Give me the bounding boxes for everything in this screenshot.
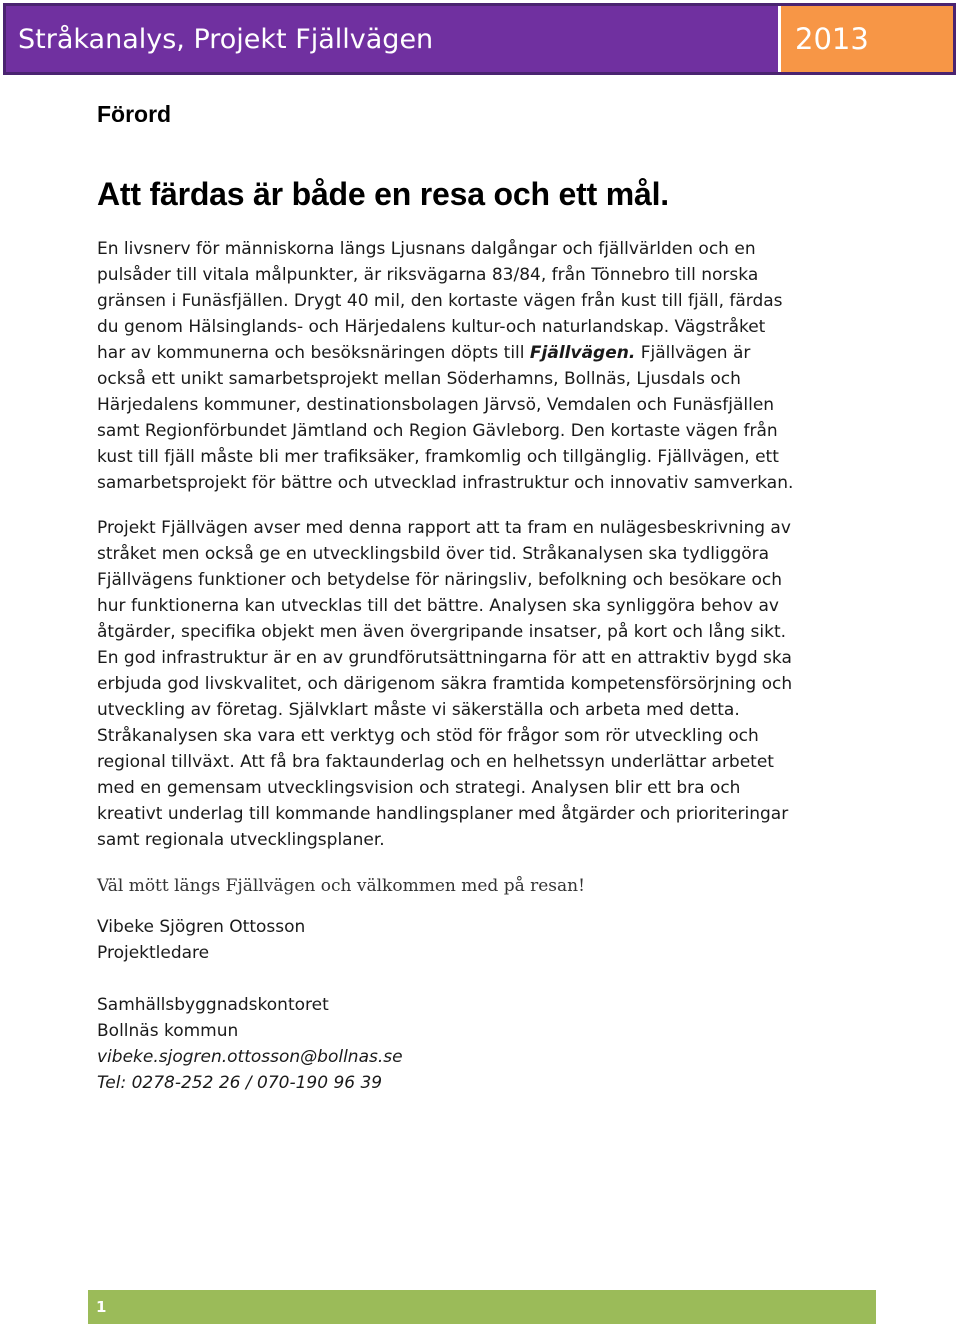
- text-line: samt Regionförbundet Jämtland och Region Gävleborg. Den kortaste vägen från: [97, 421, 778, 441]
- document-year: 2013: [781, 6, 953, 72]
- text-fragment: har av kommunerna och besöksnäringen döpts till: [97, 343, 530, 363]
- text-line: Projekt Fjällvägen avser med denna rapport att ta fram en nulägesbeskrivning av: [97, 518, 791, 538]
- contact-organization: Bollnäs kommun: [97, 1021, 239, 1041]
- closing-greeting: Väl mött längs Fjällvägen och välkommen med på resan!: [97, 876, 585, 896]
- text-line: En god infrastruktur är en av grundförutsättningarna för att en attraktiv bygd ska: [97, 648, 792, 668]
- contact-office: Samhällsbyggnadskontoret: [97, 995, 329, 1015]
- text-line: utveckling av företag. Självklart måste vi säkerställa och arbeta med detta.: [97, 700, 740, 720]
- page-number: 1: [96, 1298, 107, 1316]
- text-line: regional tillväxt. Att få bra faktaunderlag och en helhetssyn underlättar arbetet: [97, 752, 774, 772]
- signature-role: Projektledare: [97, 943, 210, 963]
- text-line: med en gemensam utvecklingsvision och strategi. Analysen blir ett bra och: [97, 778, 741, 798]
- emphasis-fjallvagen: Fjällvägen.: [529, 343, 636, 363]
- text-line: hur funktionerna kan utvecklas till det bättre. Analysen ska synliggöra behov av: [97, 596, 779, 616]
- document-title: Stråkanalys, Projekt Fjällvägen: [6, 6, 778, 72]
- text-line-mixed: [97, 340, 877, 366]
- text-line: Fjällvägens funktioner och betydelse för näringsliv, befolkning och besökare och: [97, 570, 783, 590]
- text-line: erbjuda god livskvalitet, och därigenom säkra framtida kompetensförsörjning och: [97, 674, 793, 694]
- text-line: gränsen i Funäsfjällen. Drygt 40 mil, den kortaste vägen från kust till fjäll, färdas: [97, 291, 783, 311]
- text-line: åtgärder, specifika objekt men även övergripande insatser, på kort och lång sikt.: [97, 622, 787, 642]
- text-line: du genom Hälsinglands- och Härjedalens kultur-och naturlandskap. Vägstråket: [97, 317, 766, 337]
- text-line: pulsåder till vitala målpunkter, är riksvägarna 83/84, från Tönnebro till norska: [97, 265, 759, 285]
- text-line: stråket men också ge en utvecklingsbild över tid. Stråkanalysen ska tydliggöra: [97, 544, 770, 564]
- text-line: kreativt underlag till kommande handlingsplaner med åtgärder och prioriteringar: [97, 804, 789, 824]
- contact-block: [97, 992, 877, 1096]
- page-headline: Att färdas är både en resa och ett mål.: [97, 176, 669, 212]
- text-line: Härjedalens kommuner, destinationsbolagen Järvsö, Vemdalen och Funäsfjällen: [97, 395, 775, 415]
- signature-name: Vibeke Sjögren Ottosson: [97, 917, 306, 937]
- section-heading: Förord: [97, 101, 172, 127]
- page-header: [3, 3, 956, 75]
- text-line: samt regionala utvecklingsplaner.: [97, 830, 385, 850]
- contact-phone: Tel: 0278-252 26 / 070-190 96 39: [97, 1073, 383, 1093]
- contact-email[interactable]: vibeke.sjogren.ottosson@bollnas.se: [97, 1047, 403, 1067]
- signature-block: [97, 914, 877, 966]
- text-line: En livsnerv för människorna längs Ljusnans dalgångar och fjällvärlden och en: [97, 239, 756, 259]
- text-line: också ett unikt samarbetsprojekt mellan Söderhamns, Bollnäs, Ljusdals och: [97, 369, 741, 389]
- paragraph-purpose: [97, 515, 877, 853]
- text-line: samarbetsprojekt för bättre och utvecklad infrastruktur och innovativ samverkan.: [97, 473, 794, 493]
- text-line: Stråkanalysen ska vara ett verktyg och stöd för frågor som rör utveckling och: [97, 726, 759, 746]
- page-footer: [88, 1290, 876, 1324]
- text-line: kust till fjäll måste bli mer trafiksäker, framkomlig och tillgänglig. Fjällvägen, ett: [97, 447, 779, 467]
- text-fragment: Fjällvägen är: [635, 343, 751, 363]
- paragraph-intro: [97, 236, 877, 496]
